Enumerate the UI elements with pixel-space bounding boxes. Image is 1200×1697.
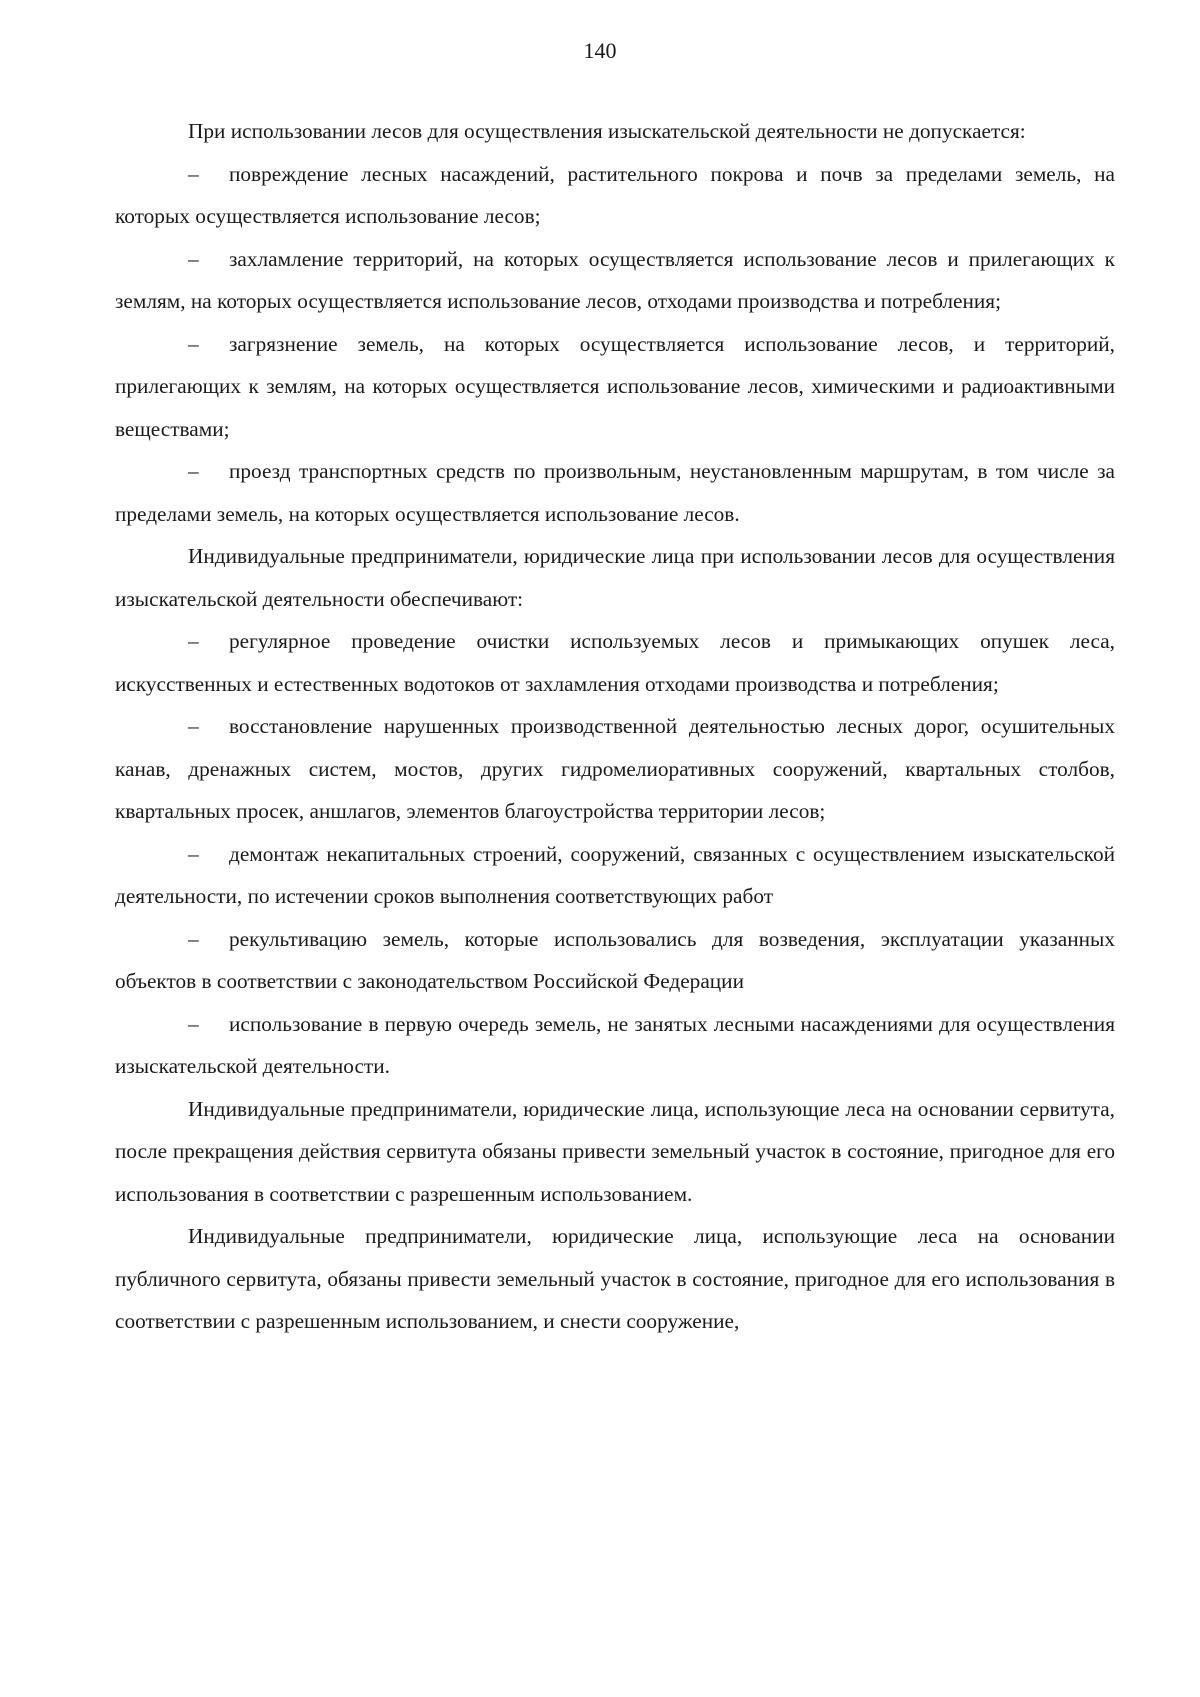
paragraph: Индивидуальные предприниматели, юридические лица, использующие леса на основании публичного сервитута, обязаны привести земельный участок в состояние, пригодное для его использования в соответствии с разрешенным использованием, и снести сооружение, xyxy=(115,1224,1115,1333)
list-item-text: демонтаж некапитальных строений, сооружений, связанных с осуществлением изыскательской деятельности, по истечении сроков выполнения соответствующих работ xyxy=(115,841,1115,908)
list-dash: – xyxy=(188,161,199,186)
list-dash: – xyxy=(188,1011,199,1036)
document-body xyxy=(115,110,1115,1343)
list-dash: – xyxy=(188,459,199,483)
list-item xyxy=(115,1003,1115,1088)
list-item xyxy=(115,833,1115,918)
list-dash: – xyxy=(188,331,199,356)
list-dash: – xyxy=(188,714,199,738)
list-item-text: загрязнение земель, на которых осуществляется использование лесов, и территорий, прилегающих к землям, на которых осуществляется использование лесов, химическими и радиоактивными веществами; xyxy=(115,331,1115,441)
paragraph: Индивидуальные предприниматели, юридические лица при использовании лесов для осуществления изыскательской деятельности обеспечивают: xyxy=(115,544,1115,611)
list-item xyxy=(115,153,1115,238)
list-item-text: рекультивацию земель, которые использовались для возведения, эксплуатации указанных объектов в соответствии с законодательством Российской Федерации xyxy=(115,926,1115,993)
list-item-text: использование в первую очередь земель, не занятых лесными насаждениями для осуществления изыскательской деятельности. xyxy=(115,1011,1115,1078)
list-item-text: повреждение лесных насаждений, растительного покрова и почв за пределами земель, на которых осуществляется использование лесов; xyxy=(115,161,1115,228)
list-item xyxy=(115,238,1115,323)
list-dash: – xyxy=(188,926,199,951)
list-item xyxy=(115,323,1115,451)
list-dash: – xyxy=(188,246,199,271)
page-number: 140 xyxy=(583,38,617,63)
paragraph: Индивидуальные предприниматели, юридические лица, использующие леса на основании сервитута, после прекращения действия сервитута обязаны привести земельный участок в состояние, пригодное для его использования в соответствии с разрешенным использованием. xyxy=(115,1096,1115,1206)
list-item xyxy=(115,450,1115,535)
list-item-text: регулярное проведение очистки используемых лесов и примыкающих опушек леса, искусственных и естественных водотоков от захламления отходами производства и потребления; xyxy=(115,629,1115,696)
list-item-text: восстановление нарушенных производственной деятельностью лесных дорог, осушительных канав, дренажных систем, мостов, других гидромелиоративных сооружений, квартальных столбов, квартальных просек, аншлагов, элементов благоустройства территории лесов; xyxy=(115,714,1115,823)
list-item-text: захламление территорий, на которых осуществляется использование лесов и прилегающих к землям, на которых осуществляется использование лесов, отходами производства и потребления; xyxy=(115,246,1115,313)
paragraph: При использовании лесов для осуществления изыскательской деятельности не допускается: xyxy=(188,119,1026,143)
list-dash: – xyxy=(188,629,199,653)
list-dash: – xyxy=(188,841,199,866)
list-item-text: проезд транспортных средств по произвольным, неустановленным маршрутам, в том числе за пределами земель, на которых осуществляется использование лесов. xyxy=(115,459,1115,526)
list-item xyxy=(115,620,1115,705)
list-item xyxy=(115,918,1115,1003)
list-item xyxy=(115,705,1115,833)
